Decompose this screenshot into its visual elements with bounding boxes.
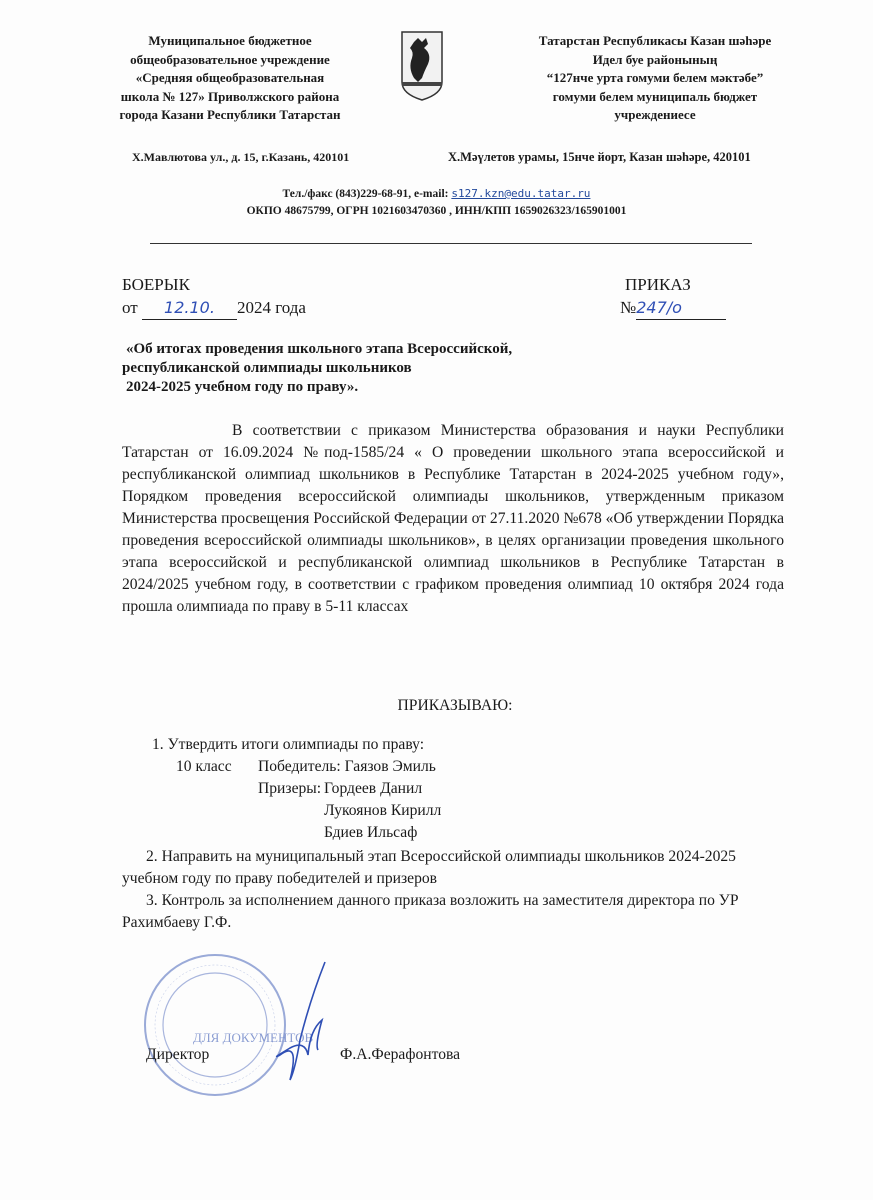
preamble-paragraph: В соответствии с приказом Министерства образования и науки Республики Татарстан от 16.09.2024 №под-1585/24 « О проведении школьного этапа всероссийской и республиканской олимпиад школьников в Республике Татарстан в 2024-2025 учебном году», Порядком проведения всероссийской олимпиады школьников, утвержденным приказом Министерства просвещения Российской Федерации от 27.11.2020 №678 «Об утверждении Порядка проведения всероссийской олимпиады школьников», в целях организации проведения школьного этапа всероссийской и республиканской олимпиад школьников в Республике Татарстан в 2024/2025 учебном году, в соответствии с графиком проведения олимпиад 10 октября 2024 года прошла олимпиада по праву в 5-11 классах <box>122 422 784 615</box>
winner: Победитель: Гаязов Эмиль <box>258 758 436 775</box>
contact-line <box>0 187 873 200</box>
header-right-line: Татарстан Республикасы Казан шәһәре <box>538 33 772 48</box>
prizer: Лукоянов Кирилл <box>324 802 442 819</box>
title-line: республиканской олимпиады школьников <box>122 360 412 376</box>
header-right-line: учреждениесе <box>614 107 696 122</box>
order-word: ПРИКАЗЫВАЮ: <box>397 697 513 714</box>
number-handwritten: 247/о <box>636 297 726 320</box>
date-handwritten: 12.10. <box>142 297 237 320</box>
header-right-line: “127нче урта гомуми белем мәктәбе” <box>546 70 764 85</box>
prizers-label: Призеры: <box>258 780 322 797</box>
order-title <box>122 340 512 397</box>
address-right: Х.Мәүлетов урамы, 15нче йорт, Казан шәһәре, 420101 <box>448 150 751 164</box>
signatory-role: Директор <box>146 1046 210 1063</box>
header-right-line: гомуми белем муниципаль бюджет <box>552 88 758 104</box>
item-3: 3. Контроль за исполнением данного приказа возложить на заместителя директора по УР Рахимбаеву Г.Ф. <box>122 892 739 931</box>
prizer: Бдиев Ильсаф <box>324 824 418 841</box>
header-left <box>95 32 365 125</box>
grade-label: 10 класс <box>176 758 232 775</box>
title-line: «Об итогах проведения школьного этапа Всероссийской, <box>126 341 513 357</box>
boeryk-label: БОЕРЫК <box>122 275 190 294</box>
header-right-line: Идел буе районының <box>592 51 718 67</box>
header-right <box>505 32 805 125</box>
title-line: 2024-2025 учебном году по праву». <box>126 379 359 395</box>
signature-icon <box>270 960 330 1085</box>
header-divider <box>150 243 752 244</box>
email-link[interactable]: s127.kzn@edu.tatar.ru <box>451 187 591 200</box>
order-date <box>122 297 306 320</box>
header-left-line: общеобразовательное учреждение <box>130 51 330 67</box>
prikaz-label: ПРИКАЗ <box>625 275 691 294</box>
stamp-text: ДЛЯ ДОКУМЕНТОВ <box>193 1030 314 1045</box>
date-suffix: 2024 года <box>236 298 306 317</box>
tel-fax: Тел./факс (843)229-68-91, e-mail: <box>282 188 452 200</box>
header-left-line: школа № 127» Приволжского района <box>120 88 340 104</box>
prizer: Гордеев Данил <box>324 780 423 797</box>
date-prefix: от <box>122 298 138 317</box>
coat-of-arms-icon <box>400 30 444 102</box>
item-1: 1. Утвердить итоги олимпиады по праву: <box>152 736 425 753</box>
header-left-line: города Казани Республики Татарстан <box>119 107 341 122</box>
signatory-name: Ф.А.Ферафонтова <box>340 1046 461 1063</box>
header-left-line: Муниципальное бюджетное <box>148 33 312 48</box>
header-left-line: «Средняя общеобразовательная <box>135 70 325 85</box>
item-2: 2. Направить на муниципальный этап Всероссийской олимпиады школьников 2024-2025 учебном году по праву победителей и призеров <box>122 848 736 887</box>
registration-codes: ОКПО 48675799, ОГРН 1021603470360 , ИНН/КПП 1659026323/165901001 <box>246 205 627 217</box>
address-left: Х.Мавлютова ул., д. 15, г.Казань, 420101 <box>132 150 350 164</box>
number-prefix: № <box>620 298 637 317</box>
official-stamp-icon <box>140 950 290 1100</box>
order-number <box>620 297 726 320</box>
